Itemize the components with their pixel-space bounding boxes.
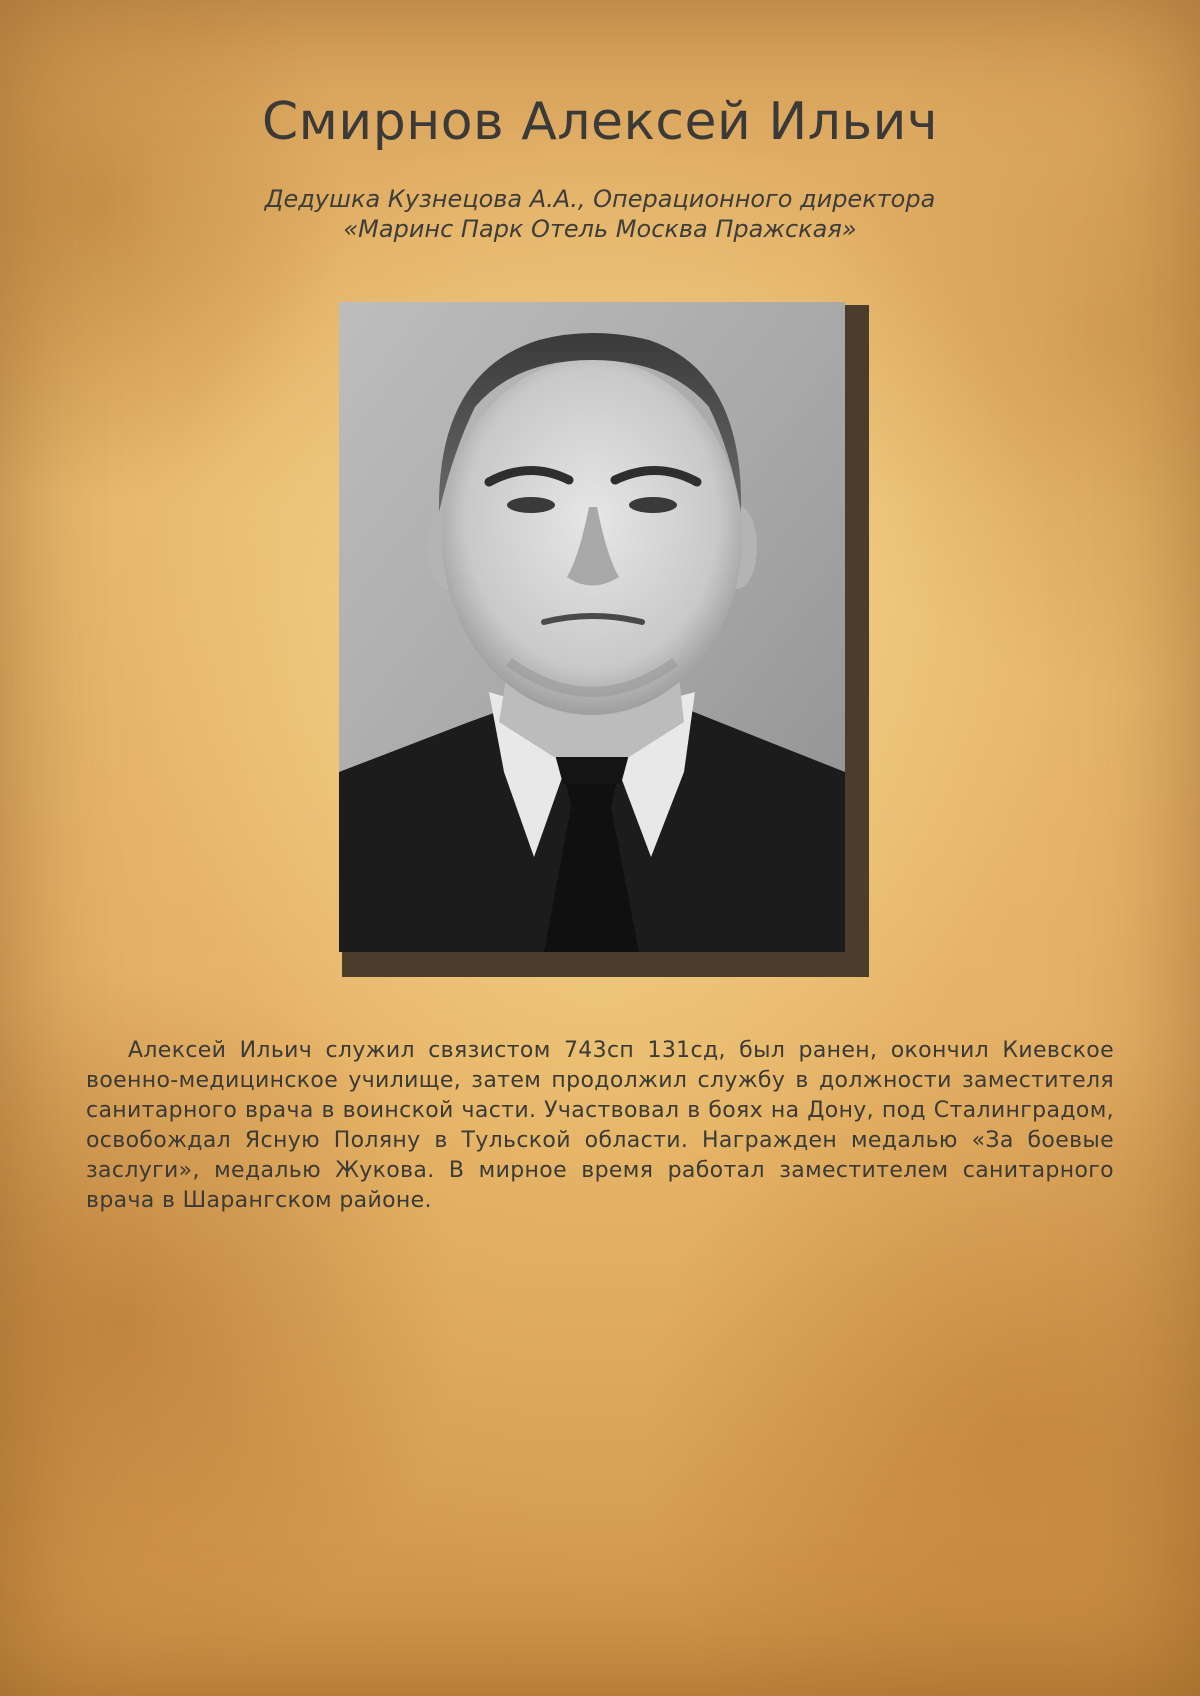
biography-text: Алексей Ильич служил связистом 743сп 131сд, был ранен, окончил Киевское военно-медицинское училище, затем продолжил службу в должности заместителя санитарного врача в воинской части. Участвовал в боях на Дону, под Сталинградом, освобождал Ясную Поляну в Тульской области. Награжден медалью «За боевые заслуги», медалью Жукова. В мирное время работал заместителем санитарного врача в Шарангском районе. [86,1038,1114,1213]
page-title: Смирнов Алексей Ильич [261,92,939,152]
subtitle-line-company: «Маринс Парк Отель Москва Пражская» [343,215,857,243]
subtitle-line-relation: Дедушка Кузнецова А.А., Операционного директора [264,185,936,213]
portrait-photo [339,302,845,952]
portrait-illustration [339,302,845,952]
subtitle [0,184,1200,244]
